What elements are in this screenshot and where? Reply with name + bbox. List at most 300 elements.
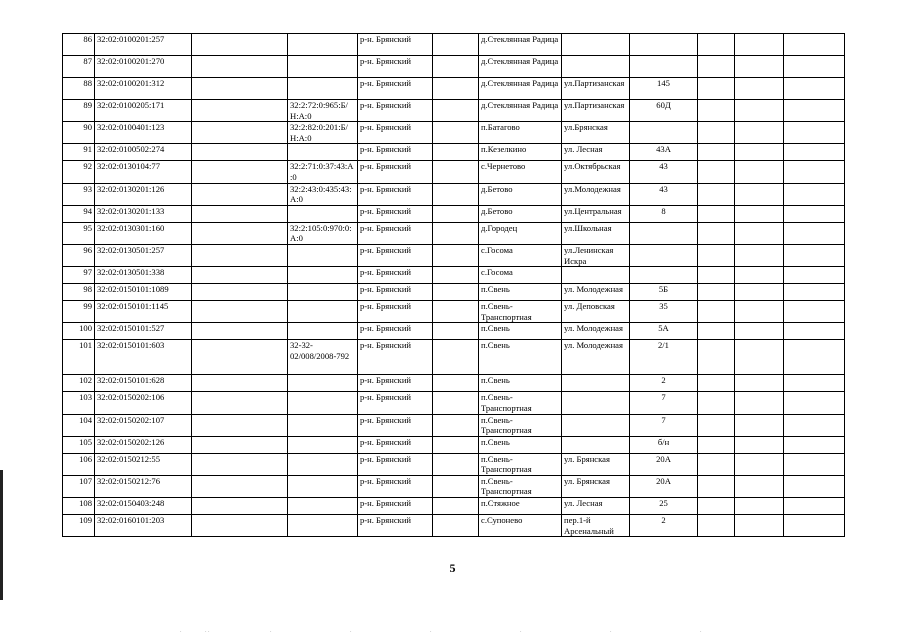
cell-cad: 32:02:0100201:257: [95, 34, 192, 56]
table-row: [63, 392, 845, 414]
empty-cell: [735, 183, 784, 205]
empty-cell: [784, 205, 845, 222]
cell-street: [562, 375, 630, 392]
empty-cell: [784, 414, 845, 436]
empty-cell: [192, 122, 288, 144]
table-row: [63, 122, 845, 144]
empty-cell: [784, 392, 845, 414]
empty-cell: [192, 205, 288, 222]
empty-cell: [698, 161, 735, 183]
empty-cell: [735, 414, 784, 436]
empty-cell: [698, 414, 735, 436]
cell-district: р-н. Брянский: [358, 244, 433, 266]
table-row: [63, 323, 845, 340]
cell-street: ул.Партизанская: [562, 100, 630, 122]
cell-old: [288, 205, 358, 222]
cell-cad: 32:02:0100502:274: [95, 144, 192, 161]
empty-cell: [433, 222, 479, 244]
cell-locality: п.Свень: [479, 375, 562, 392]
empty-cell: [784, 144, 845, 161]
cell-n: 93: [63, 183, 95, 205]
empty-cell: [784, 453, 845, 475]
cell-district: р-н. Брянский: [358, 453, 433, 475]
table-row: [63, 244, 845, 266]
cell-locality: п.Свень-Транспортная: [479, 392, 562, 414]
empty-cell: [735, 301, 784, 323]
cell-old: 32:2:43:0:435:43:А:0: [288, 183, 358, 205]
empty-cell: [784, 222, 845, 244]
empty-cell: [433, 340, 479, 375]
empty-cell: [698, 436, 735, 453]
cell-street: [562, 34, 630, 56]
empty-cell: [192, 144, 288, 161]
empty-cell: [735, 392, 784, 414]
cell-cad: 32:02:0150101:1145: [95, 301, 192, 323]
cell-locality: п.Свень: [479, 340, 562, 375]
empty-cell: [784, 56, 845, 78]
empty-cell: [784, 475, 845, 497]
empty-cell: [784, 244, 845, 266]
empty-cell: [735, 340, 784, 375]
cell-locality: п.Свень-Транспортная: [479, 414, 562, 436]
empty-cell: [735, 267, 784, 284]
empty-cell: [433, 301, 479, 323]
cell-cad: 32:02:0150202:126: [95, 436, 192, 453]
table-row: [63, 414, 845, 436]
table-row: [63, 161, 845, 183]
empty-cell: [433, 78, 479, 100]
empty-cell: [735, 100, 784, 122]
cell-old: [288, 56, 358, 78]
empty-cell: [784, 284, 845, 301]
cell-district: р-н. Брянский: [358, 375, 433, 392]
empty-cell: [192, 183, 288, 205]
cell-locality: д.Стеклянная Радица: [479, 34, 562, 56]
empty-cell: [735, 375, 784, 392]
cell-house: [630, 34, 698, 56]
table-row: [63, 34, 845, 56]
empty-cell: [698, 183, 735, 205]
empty-cell: [433, 267, 479, 284]
cell-house: 43: [630, 183, 698, 205]
empty-cell: [698, 340, 735, 375]
cell-locality: с.Супонево: [479, 515, 562, 537]
cell-old: [288, 144, 358, 161]
cell-locality: д.Бетово: [479, 183, 562, 205]
cell-street: [562, 414, 630, 436]
empty-cell: [735, 475, 784, 497]
registry-rows: [63, 34, 845, 537]
cell-n: 98: [63, 284, 95, 301]
table-row: [63, 301, 845, 323]
scan-noise: . . . . . . . . .: [180, 628, 702, 634]
cell-cad: 32:02:0150101:603: [95, 340, 192, 375]
empty-cell: [433, 414, 479, 436]
empty-cell: [433, 436, 479, 453]
cell-street: ул.Брянская: [562, 122, 630, 144]
cell-n: 99: [63, 301, 95, 323]
cell-locality: с.Чернетово: [479, 161, 562, 183]
cell-cad: 32:02:0150403:248: [95, 498, 192, 515]
cell-district: р-н. Брянский: [358, 56, 433, 78]
empty-cell: [698, 222, 735, 244]
cell-street: ул.Центральная: [562, 205, 630, 222]
table-row: [63, 267, 845, 284]
empty-cell: [735, 222, 784, 244]
table-row: [63, 340, 845, 375]
table-row: [63, 284, 845, 301]
cell-cad: 32:02:0100205:171: [95, 100, 192, 122]
empty-cell: [698, 375, 735, 392]
empty-cell: [192, 323, 288, 340]
cell-district: р-н. Брянский: [358, 436, 433, 453]
cell-cad: 32:02:0130501:257: [95, 244, 192, 266]
cell-n: 106: [63, 453, 95, 475]
cell-house: [630, 122, 698, 144]
empty-cell: [192, 436, 288, 453]
empty-cell: [698, 205, 735, 222]
empty-cell: [698, 515, 735, 537]
cell-locality: п.Батагово: [479, 122, 562, 144]
cell-district: р-н. Брянский: [358, 340, 433, 375]
cell-locality: д.Стеклянная Радица: [479, 56, 562, 78]
table-row: [63, 78, 845, 100]
empty-cell: [433, 453, 479, 475]
cell-cad: 32:02:0130301:160: [95, 222, 192, 244]
cell-old: [288, 436, 358, 453]
cell-house: 5Б: [630, 284, 698, 301]
cell-house: 2: [630, 515, 698, 537]
empty-cell: [433, 284, 479, 301]
cell-street: [562, 392, 630, 414]
cell-old: 32:2:82:0:201:Б/Н:А:0: [288, 122, 358, 144]
empty-cell: [784, 267, 845, 284]
cell-house: 2/1: [630, 340, 698, 375]
cell-cad: 32:02:0130104:77: [95, 161, 192, 183]
cell-old: [288, 244, 358, 266]
table-row: [63, 100, 845, 122]
empty-cell: [192, 244, 288, 266]
cell-old: [288, 475, 358, 497]
cell-locality: п.Свень: [479, 284, 562, 301]
empty-cell: [784, 436, 845, 453]
cell-cad: 32:02:0100201:270: [95, 56, 192, 78]
cell-locality: п.Свень: [479, 436, 562, 453]
cell-street: ул. Молодежная: [562, 323, 630, 340]
empty-cell: [192, 56, 288, 78]
cell-house: 20А: [630, 475, 698, 497]
cell-house: 8: [630, 205, 698, 222]
empty-cell: [784, 515, 845, 537]
cell-old: [288, 392, 358, 414]
empty-cell: [784, 498, 845, 515]
empty-cell: [698, 56, 735, 78]
cell-house: 145: [630, 78, 698, 100]
cell-street: ул. Брянская: [562, 453, 630, 475]
empty-cell: [433, 122, 479, 144]
empty-cell: [784, 183, 845, 205]
empty-cell: [192, 100, 288, 122]
table-row: [63, 436, 845, 453]
cell-locality: д.Стеклянная Радица: [479, 100, 562, 122]
empty-cell: [698, 34, 735, 56]
empty-cell: [433, 515, 479, 537]
empty-cell: [433, 100, 479, 122]
empty-cell: [784, 375, 845, 392]
cell-district: р-н. Брянский: [358, 161, 433, 183]
cell-street: [562, 56, 630, 78]
cell-n: 107: [63, 475, 95, 497]
empty-cell: [192, 34, 288, 56]
empty-cell: [433, 475, 479, 497]
cell-house: [630, 267, 698, 284]
empty-cell: [698, 392, 735, 414]
cell-street: ул. Молодежная: [562, 284, 630, 301]
cell-district: р-н. Брянский: [358, 144, 433, 161]
cell-district: р-н. Брянский: [358, 78, 433, 100]
cell-street: ул. Деповская: [562, 301, 630, 323]
cell-locality: п.Свень-Транспортная: [479, 301, 562, 323]
cell-street: пер.1-й Арсенальный: [562, 515, 630, 537]
cell-house: 43: [630, 161, 698, 183]
cell-locality: п.Кезелкино: [479, 144, 562, 161]
empty-cell: [784, 34, 845, 56]
empty-cell: [192, 78, 288, 100]
empty-cell: [735, 323, 784, 340]
cell-cad: 32:02:0130501:338: [95, 267, 192, 284]
cell-house: 20А: [630, 453, 698, 475]
empty-cell: [433, 498, 479, 515]
cell-n: 92: [63, 161, 95, 183]
cell-locality: с.Госома: [479, 267, 562, 284]
empty-cell: [192, 222, 288, 244]
cell-n: 109: [63, 515, 95, 537]
cell-old: [288, 453, 358, 475]
cell-cad: 32:02:0150101:628: [95, 375, 192, 392]
cell-locality: п.Стяжное: [479, 498, 562, 515]
empty-cell: [192, 515, 288, 537]
empty-cell: [784, 340, 845, 375]
cell-n: 105: [63, 436, 95, 453]
page-number: 5: [449, 561, 456, 575]
cell-street: ул. Молодежная: [562, 340, 630, 375]
cell-old: [288, 78, 358, 100]
cell-n: 104: [63, 414, 95, 436]
cell-n: 101: [63, 340, 95, 375]
empty-cell: [433, 161, 479, 183]
cell-street: ул.Школьная: [562, 222, 630, 244]
cell-n: 96: [63, 244, 95, 266]
cell-old: [288, 34, 358, 56]
empty-cell: [784, 122, 845, 144]
cell-old: 32:2:72:0:965:Б/Н:А:0: [288, 100, 358, 122]
empty-cell: [192, 453, 288, 475]
cell-house: 5А: [630, 323, 698, 340]
empty-cell: [433, 34, 479, 56]
cell-district: р-н. Брянский: [358, 183, 433, 205]
table-row: [63, 56, 845, 78]
table-row: [63, 498, 845, 515]
empty-cell: [698, 301, 735, 323]
cell-district: р-н. Брянский: [358, 414, 433, 436]
empty-cell: [192, 301, 288, 323]
cell-district: р-н. Брянский: [358, 323, 433, 340]
cell-house: [630, 244, 698, 266]
empty-cell: [784, 78, 845, 100]
empty-cell: [735, 453, 784, 475]
empty-cell: [735, 205, 784, 222]
cell-street: ул.Ленинская Искра: [562, 244, 630, 266]
cell-district: р-н. Брянский: [358, 122, 433, 144]
table-row: [63, 453, 845, 475]
cell-cad: 32:02:0150101:1089: [95, 284, 192, 301]
empty-cell: [433, 392, 479, 414]
cell-old: [288, 375, 358, 392]
empty-cell: [735, 436, 784, 453]
cell-cad: 32:02:0100401:123: [95, 122, 192, 144]
empty-cell: [698, 323, 735, 340]
empty-cell: [735, 122, 784, 144]
cell-old: [288, 414, 358, 436]
empty-cell: [698, 284, 735, 301]
cell-street: ул. Лесная: [562, 498, 630, 515]
empty-cell: [192, 161, 288, 183]
cell-old: 32-32-02/008/2008-792: [288, 340, 358, 375]
cell-cad: 32:02:0150212:76: [95, 475, 192, 497]
empty-cell: [698, 100, 735, 122]
cell-district: р-н. Брянский: [358, 284, 433, 301]
empty-cell: [192, 392, 288, 414]
cell-n: 90: [63, 122, 95, 144]
empty-cell: [735, 56, 784, 78]
table-row: [63, 475, 845, 497]
cell-house: 43А: [630, 144, 698, 161]
cell-old: [288, 323, 358, 340]
empty-cell: [433, 183, 479, 205]
cell-old: [288, 267, 358, 284]
cell-n: 100: [63, 323, 95, 340]
cell-old: [288, 498, 358, 515]
empty-cell: [433, 144, 479, 161]
table-row: [63, 375, 845, 392]
cell-street: [562, 436, 630, 453]
cell-locality: п.Свень-Транспортная: [479, 453, 562, 475]
cell-street: ул. Лесная: [562, 144, 630, 161]
cell-cad: 32:02:0150202:107: [95, 414, 192, 436]
cell-old: 32:2:71:0:37:43:А:0: [288, 161, 358, 183]
cell-district: р-н. Брянский: [358, 392, 433, 414]
empty-cell: [698, 78, 735, 100]
cell-n: 94: [63, 205, 95, 222]
empty-cell: [698, 453, 735, 475]
cell-house: б/н: [630, 436, 698, 453]
cell-n: 95: [63, 222, 95, 244]
table-row: [63, 144, 845, 161]
empty-cell: [192, 414, 288, 436]
cell-cad: 32:02:0130201:126: [95, 183, 192, 205]
empty-cell: [735, 498, 784, 515]
cell-cad: 32:02:0150212:55: [95, 453, 192, 475]
cell-street: ул.Октябрьская: [562, 161, 630, 183]
cell-cad: 32:02:0100201:312: [95, 78, 192, 100]
cell-district: р-н. Брянский: [358, 475, 433, 497]
cell-locality: д.Городец: [479, 222, 562, 244]
cell-old: [288, 301, 358, 323]
cell-cad: 32:02:0160101:203: [95, 515, 192, 537]
cell-district: р-н. Брянский: [358, 498, 433, 515]
cell-house: 25: [630, 498, 698, 515]
cell-n: 89: [63, 100, 95, 122]
cell-district: р-н. Брянский: [358, 205, 433, 222]
empty-cell: [433, 375, 479, 392]
cell-house: 2: [630, 375, 698, 392]
registry-table: [62, 33, 845, 537]
cell-house: [630, 222, 698, 244]
empty-cell: [698, 475, 735, 497]
cell-n: 91: [63, 144, 95, 161]
empty-cell: [433, 205, 479, 222]
cell-cad: 32:02:0130201:133: [95, 205, 192, 222]
cell-locality: д.Стеклянная Радица: [479, 78, 562, 100]
cell-district: р-н. Брянский: [358, 301, 433, 323]
table-row: [63, 515, 845, 537]
cell-n: 103: [63, 392, 95, 414]
cell-locality: д.Бетово: [479, 205, 562, 222]
cell-house: 7: [630, 414, 698, 436]
empty-cell: [735, 144, 784, 161]
cell-n: 97: [63, 267, 95, 284]
table-row: [63, 205, 845, 222]
empty-cell: [698, 498, 735, 515]
cell-n: 108: [63, 498, 95, 515]
empty-cell: [433, 323, 479, 340]
cell-old: 32:2:105:0:970:0:А:0: [288, 222, 358, 244]
cell-cad: 32:02:0150101:527: [95, 323, 192, 340]
empty-cell: [698, 144, 735, 161]
empty-cell: [735, 34, 784, 56]
empty-cell: [784, 323, 845, 340]
empty-cell: [784, 100, 845, 122]
empty-cell: [784, 161, 845, 183]
cell-house: 35: [630, 301, 698, 323]
empty-cell: [698, 267, 735, 284]
cell-cad: 32:02:0150202:106: [95, 392, 192, 414]
table-row: [63, 183, 845, 205]
cell-n: 102: [63, 375, 95, 392]
scan-edge-mark: [0, 470, 3, 600]
cell-locality: с.Госома: [479, 244, 562, 266]
empty-cell: [433, 244, 479, 266]
cell-n: 86: [63, 34, 95, 56]
cell-street: ул.Молодежная: [562, 183, 630, 205]
empty-cell: [698, 244, 735, 266]
empty-cell: [735, 161, 784, 183]
cell-n: 87: [63, 56, 95, 78]
empty-cell: [192, 375, 288, 392]
empty-cell: [784, 301, 845, 323]
cell-street: ул. Брянская: [562, 475, 630, 497]
cell-street: [562, 267, 630, 284]
empty-cell: [735, 284, 784, 301]
cell-old: [288, 515, 358, 537]
empty-cell: [192, 284, 288, 301]
empty-cell: [735, 515, 784, 537]
empty-cell: [735, 244, 784, 266]
empty-cell: [698, 122, 735, 144]
empty-cell: [735, 78, 784, 100]
cell-district: р-н. Брянский: [358, 222, 433, 244]
table-row: [63, 222, 845, 244]
